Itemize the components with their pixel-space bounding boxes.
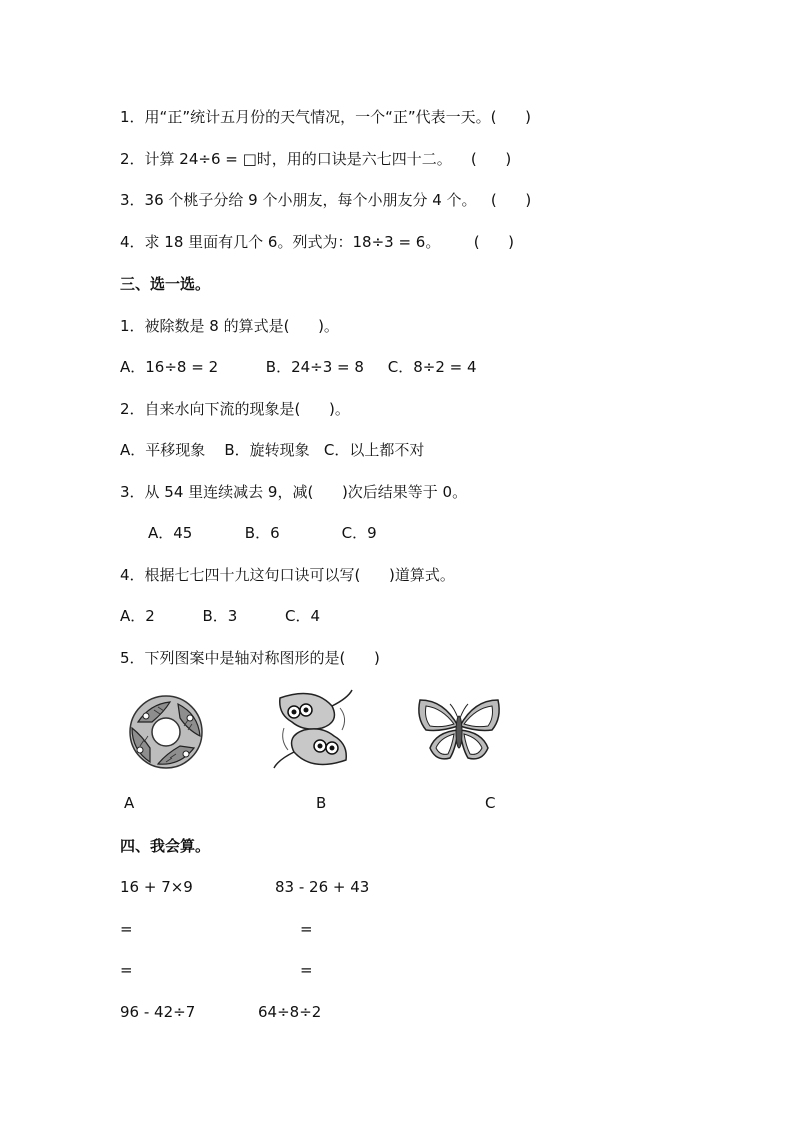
choose-question-2: 2．自来水向下流的现象是( )。 <box>120 400 350 418</box>
choose-question-1: 1．被除数是 8 的算式是( )。 <box>120 317 339 335</box>
calc-expression-2: 83 - 26 + 43 <box>275 878 370 896</box>
calc-equals: = <box>300 920 313 938</box>
section-heading-calc: 四、我会算。 <box>120 837 211 855</box>
two-fish-picture <box>270 688 356 770</box>
calc-expression-3: 96 - 42÷7 <box>120 1003 196 1021</box>
choose-question-5: 5．下列图案中是轴对称图形的是( ) <box>120 649 380 667</box>
calc-equals: = <box>120 920 133 938</box>
choose-options-3: A．45 B．6 C．9 <box>148 524 377 542</box>
section-heading-choose: 三、选一选。 <box>120 275 211 293</box>
choose-options-2: A．平移现象 B．旋转现象 C．以上都不对 <box>120 441 425 459</box>
fish-ring-picture <box>124 692 208 772</box>
butterfly-picture <box>414 696 504 766</box>
choose-question-4: 4．根据七七四十九这句口诀可以写( )道算式。 <box>120 566 455 584</box>
calc-expression-1: 16 + 7×9 <box>120 878 193 896</box>
choose-options-4: A．2 B．3 C．4 <box>120 607 321 625</box>
choose-options-1: A．16÷8 = 2 B．24÷3 = 8 C．8÷2 = 4 <box>120 358 477 376</box>
picture-label-a: A <box>124 794 135 812</box>
picture-label-c: C <box>485 794 496 812</box>
judge-question-1: 1．用“正”统计五月份的天气情况，一个“正”代表一天。( ) <box>120 108 531 126</box>
choose-question-3: 3．从 54 里连续减去 9，减( )次后结果等于 0。 <box>120 483 468 501</box>
calc-equals: = <box>300 961 313 979</box>
calc-equals: = <box>120 961 133 979</box>
picture-label-b: B <box>316 794 327 812</box>
judge-question-2: 2．计算 24÷6 = □时，用的口诀是六七四十二。 ( ) <box>120 150 512 168</box>
judge-question-3: 3．36 个桃子分给 9 个小朋友，每个小朋友分 4 个。 ( ) <box>120 191 532 209</box>
judge-question-4: 4．求 18 里面有几个 6。列式为：18÷3 = 6。 ( ) <box>120 233 515 251</box>
calc-expression-4: 64÷8÷2 <box>258 1003 322 1021</box>
